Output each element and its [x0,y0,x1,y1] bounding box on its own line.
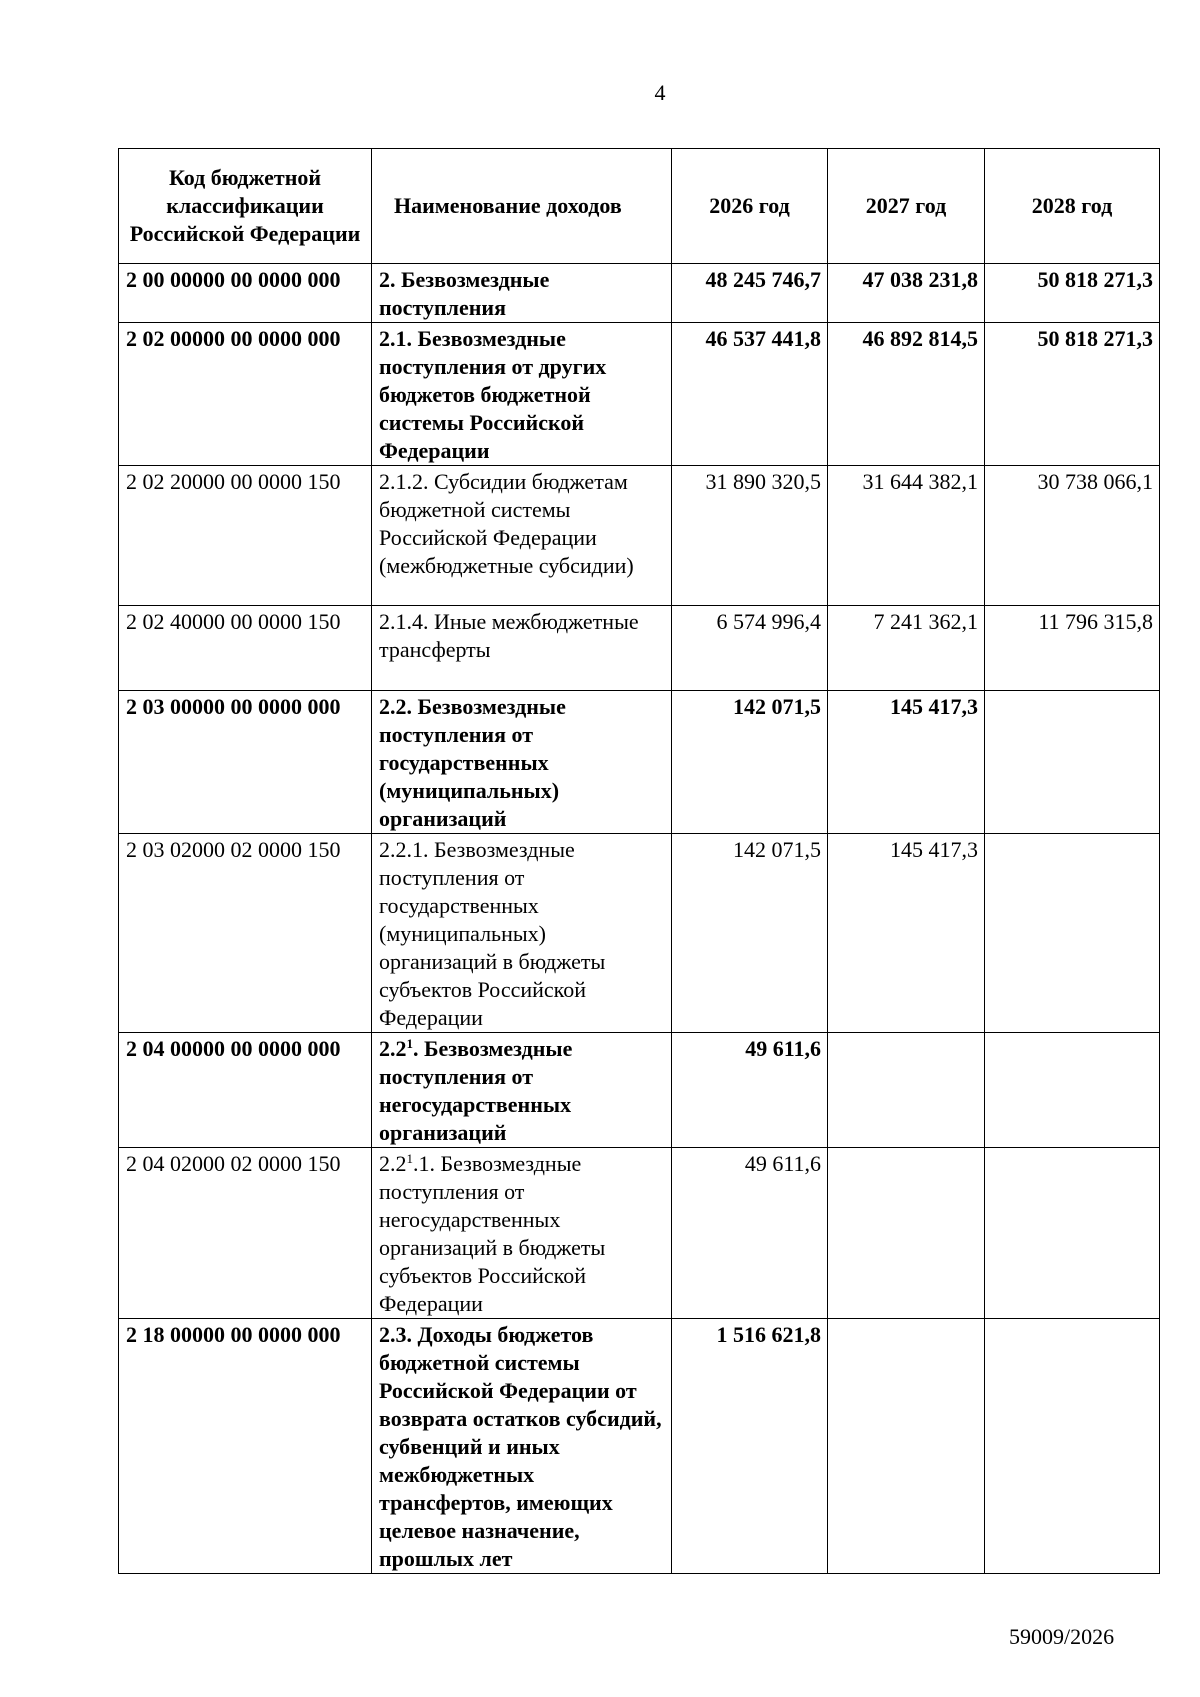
header-name: Наименование доходов [372,149,672,264]
cell-name-rest: .1. Безвозмездные поступления от негосударственных организаций в бюджеты субъектов Российской Федерации [379,1151,606,1316]
cell-2028: 50 818 271,3 [985,264,1160,323]
cell-code: 2 02 00000 00 0000 000 [119,323,372,466]
cell-name: 2.1.2. Субсидии бюджетам бюджетной системы Российской Федерации (межбюджетные субсидии) [372,466,672,606]
cell-2027: 145 417,3 [828,834,985,1033]
cell-2026: 49 611,6 [672,1148,828,1319]
table-row [119,1033,1160,1148]
cell-2027: 7 241 362,1 [828,606,985,691]
cell-2026: 49 611,6 [672,1033,828,1148]
cell-name [372,1033,672,1148]
table-row [119,1148,1160,1319]
page-number: 4 [654,80,666,105]
cell-name-prefix: 2.2 [379,1151,407,1176]
cell-2028: 30 738 066,1 [985,466,1160,606]
cell-name: 2.2. Безвозмездные поступления от государственных (муниципальных) организаций [372,691,672,834]
income-table [118,148,1160,1574]
cell-name-rest: . Безвозмездные поступления от негосударственных организаций [379,1036,573,1145]
cell-2026: 6 574 996,4 [672,606,828,691]
cell-2026: 142 071,5 [672,691,828,834]
table-row [119,466,1160,606]
table-row [119,691,1160,834]
superscript: 1 [406,1151,413,1166]
cell-code: 2 02 40000 00 0000 150 [119,606,372,691]
header-code: Код бюджетной классификации Российской Федерации [119,149,372,264]
cell-2027 [828,1319,985,1574]
table-row [119,1319,1160,1574]
cell-2028 [985,691,1160,834]
cell-code: 2 02 20000 00 0000 150 [119,466,372,606]
cell-2028 [985,834,1160,1033]
cell-2028: 50 818 271,3 [985,323,1160,466]
header-2027: 2027 год [828,149,985,264]
cell-2026: 46 537 441,8 [672,323,828,466]
cell-2026: 48 245 746,7 [672,264,828,323]
cell-code: 2 04 02000 02 0000 150 [119,1148,372,1319]
cell-name: 2.2.1. Безвозмездные поступления от государственных (муниципальных) организаций в бюджеты субъектов Российской Федерации [372,834,672,1033]
cell-code: 2 03 00000 00 0000 000 [119,691,372,834]
cell-name-prefix: 2.2 [379,1036,407,1061]
cell-code: 2 04 00000 00 0000 000 [119,1033,372,1148]
cell-2028: 11 796 315,8 [985,606,1160,691]
cell-2028 [985,1148,1160,1319]
table-row [119,834,1160,1033]
header-2028: 2028 год [985,149,1160,264]
superscript: 1 [406,1036,413,1051]
cell-code: 2 18 00000 00 0000 000 [119,1319,372,1574]
cell-name: 2.1. Безвозмездные поступления от других бюджетов бюджетной системы Российской Федерации [372,323,672,466]
table-row [119,606,1160,691]
header-2026: 2026 год [672,149,828,264]
cell-name: 2.1.4. Иные межбюджетные трансферты [372,606,672,691]
cell-2026: 142 071,5 [672,834,828,1033]
document-number: 59009/2026 [1009,1624,1115,1649]
cell-2027: 31 644 382,1 [828,466,985,606]
cell-2027 [828,1033,985,1148]
cell-2026: 1 516 621,8 [672,1319,828,1574]
cell-name [372,1148,672,1319]
cell-2027 [828,1148,985,1319]
cell-code: 2 03 02000 02 0000 150 [119,834,372,1033]
cell-name: 2.3. Доходы бюджетов бюджетной системы Российской Федерации от возврата остатков субсидий, субвенций и иных межбюджетных трансфертов, имеющих целевое назначение, прошлых лет [372,1319,672,1574]
cell-code: 2 00 00000 00 0000 000 [119,264,372,323]
cell-2028 [985,1033,1160,1148]
cell-2027: 47 038 231,8 [828,264,985,323]
cell-2027: 46 892 814,5 [828,323,985,466]
cell-2027: 145 417,3 [828,691,985,834]
table-row [119,264,1160,323]
table-header-row [119,149,1160,264]
cell-2028 [985,1319,1160,1574]
cell-name: 2. Безвозмездные поступления [372,264,672,323]
cell-2026: 31 890 320,5 [672,466,828,606]
table-row [119,323,1160,466]
